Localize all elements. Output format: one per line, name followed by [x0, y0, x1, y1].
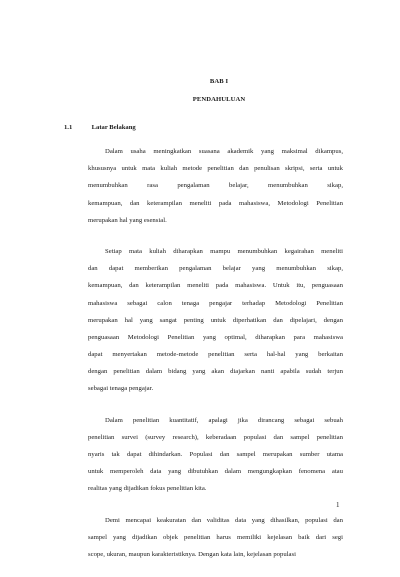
section-heading: [64, 124, 136, 131]
paragraph-line: khususnya untuk mata kuliah metode penelitian dan penulisan skripsi, serta untuk: [88, 165, 343, 173]
paragraph-line: sebagai tenaga pengajar.: [88, 385, 154, 393]
paragraph: [88, 243, 343, 398]
paragraph-line: dengan penelitian dalam bidang yang akan diajarkan nanti apabila sudah terjun: [88, 368, 343, 376]
page-number: 1: [336, 501, 340, 509]
paragraph-line: merupakan hal yang esensial.: [88, 216, 167, 224]
paragraph: [88, 512, 343, 564]
chapter-label: BAB I: [209, 78, 229, 85]
section-number: 1.1: [64, 124, 73, 131]
paragraph-line: dapat menyertakan metode-metode penelitian serta hal-hal yang berkaitan: [88, 351, 343, 359]
paragraph-line: Setiap mata kuliah diharapkan mampu menumbuhkan kegairahan meneliti: [105, 247, 343, 255]
body-text: [88, 143, 343, 577]
paragraph-line: dan dapat memberikan pengalaman belajar yang menumbuhkan sikap,: [88, 265, 343, 273]
paragraph-line: merupakan hal yang sangat penting untuk diperhatikan dan dipelajari, dengan: [88, 316, 343, 324]
paragraph-line: Dalam usaha meningkatkan suasana akademik yang maksimal dikampus,: [105, 148, 343, 155]
chapter-title: PENDAHULUAN: [192, 96, 246, 103]
paragraph-line: realitas yang dijadikan fokus penelitian kita.: [88, 485, 207, 493]
paragraph-line: penguasaan Metodologi Penelitian yang optimal, diharapkan para mahasiswa: [88, 333, 343, 341]
paragraph-line: Dalam penelitian kuantitatif, apalagi jika dirancang sebagai sebuah: [105, 416, 343, 424]
paragraph-line: menumbuhkan rasa pengalaman belajar, menumbuhkan sikap,: [88, 182, 343, 190]
paragraph-line: mahasiswa sebagai calon tenaga pengajar terhadap Metodologi Penelitian: [88, 299, 343, 307]
paragraph-line: scope, ukuran, maupun karakteristiknya. Dengan kata lain, kejelasan populasi: [88, 550, 296, 558]
paragraph: [88, 412, 343, 498]
paragraph-line: sampel yang dijadikan objek penelitian harus memiliki kejelasan baik dari segi: [88, 533, 343, 541]
paragraph-line: kemampuan, dan keterampilan meneliti pada mahasiswa. Untuk itu, penguasaan: [88, 282, 343, 290]
paragraph-line: kemampuan, dan keterampilan meneliti pada mahasiswa, Metodologi Penelitian: [88, 199, 343, 207]
paragraph-line: untuk memperoleh data yang dibutuhkan dalam mengungkapkan fenomena atau: [88, 468, 343, 476]
section-title: Latar Belakang: [91, 124, 136, 131]
paragraph-line: nyaris tak dapat dihindarkan. Populasi dan sampel merupakan sumber utama: [88, 451, 343, 458]
paragraph-line: penelitian survei (survey research), keberadaan populasi dan sampel penelitian: [88, 433, 343, 441]
paragraph-line: Demi mencapai keakuratan dan validitas data yang dihasilkan, populasi dan: [105, 516, 343, 524]
paragraph: [88, 143, 343, 229]
